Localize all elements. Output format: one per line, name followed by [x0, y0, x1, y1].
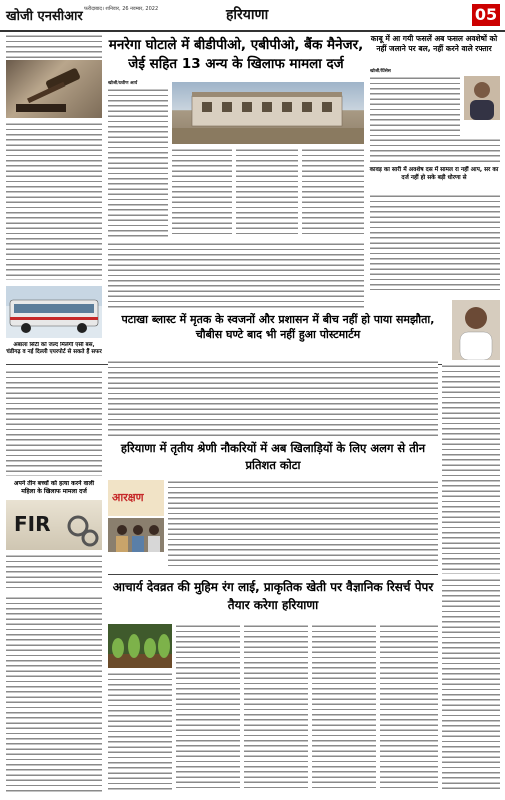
lead-column-4: [302, 148, 364, 238]
bottom-col-left-text: [6, 596, 102, 792]
right-top-headline: काबू में आ गयी फसलें अब फसल अवशेषों को नहीं जलाने पर बल, नहीं करने वाले रफ्तार: [370, 34, 498, 53]
divider: [108, 574, 438, 575]
reservation-headline: हरियाणा में तृतीय श्रेणी नौकरियों में अब खिलाड़ियों के लिए अलग से तीन प्रतिशत कोटा: [120, 441, 426, 472]
people-icon: [108, 518, 164, 552]
bottom-col-5-text: [380, 624, 438, 792]
person-icon: [464, 76, 500, 120]
fir-image-label: FIR: [14, 512, 51, 536]
right-top-text-2: [370, 138, 500, 162]
bottom-col-2-text: [176, 624, 240, 792]
bus-icon: [6, 286, 102, 338]
top-left-body-text: [6, 122, 102, 280]
reservation-image-label: आरक्षण: [112, 491, 144, 504]
page-header: [0, 0, 505, 32]
bottom-col-4-text: [312, 624, 376, 792]
judge-gavel-photo: [6, 60, 102, 118]
right-mid-portrait: [452, 300, 500, 360]
section-title: हरियाणा: [226, 7, 269, 23]
bottom-headline: आचार्य देवव्रत की मुहिम रंग लाई, प्राकृतिक खेती पर वैज्ञानिक रिसर्च पेपर तैयार करेगा हरियाणा: [112, 580, 434, 612]
bottom-col-1-text: [108, 672, 172, 792]
sports-photo: [108, 518, 164, 552]
top-left-intro-text: [6, 34, 102, 58]
bottom-col-3-text: [244, 624, 308, 792]
lead-continuation-text: [108, 242, 364, 310]
gavel-icon: [6, 60, 102, 118]
person-icon: [452, 300, 500, 360]
dateline: फरीदाबाद। शनिवार, 26 नवम्बर, 2022: [84, 6, 159, 12]
blast-body-text: [108, 360, 438, 438]
fir-body-text: [6, 554, 102, 592]
lead-headline: मनरेगा घोटाले में बीडीपीओ, एबीपीओ, बैंक मैनेजर, जेई सहित 13 अन्य के खिलाफ मामला दर्ज: [108, 37, 364, 72]
farming-photo: [108, 624, 172, 668]
reservation-body-text: [168, 480, 438, 570]
lead-column-1: [108, 88, 168, 238]
fir-image: [6, 500, 102, 550]
right-col-bottom-text: [442, 578, 500, 792]
ac-bus-photo: [6, 286, 102, 338]
blast-headline: पटाखा ब्लास्ट में मृतक के स्वजनों और प्रशासन में बीच नहीं हो पाया समझौता, चौबीस घण्टे बाद भी नहीं हुआ पोस्टमार्टम: [121, 313, 435, 341]
lead-building-photo: [172, 82, 364, 144]
lead-column-3: [236, 148, 298, 238]
page-number: 05: [472, 4, 500, 26]
right-top-portrait: [464, 76, 500, 120]
right-mid-text: [370, 194, 500, 290]
woman-case-headline: अपने तीन बच्चों को हत्या करने वाली महिला के खिलाफ मामला दर्ज: [13, 480, 95, 495]
building-icon: [172, 82, 364, 144]
lead-byline: खोजी/प्रवीण आर्य: [108, 81, 138, 86]
left-mid-text: [6, 370, 102, 476]
lead-column-2: [172, 148, 232, 238]
ac-bus-headline: अंबाला सिटी को जल्द मिलेगी एसी बस, चंडीगढ़ व नई दिल्ली एयरपोर्ट से सकते हैं सफर: [6, 342, 102, 355]
masthead: खोजी एनसीआर: [6, 9, 83, 24]
right-top-byline: खोजी/प्रिंसेस: [370, 69, 391, 74]
right-top-text: [370, 76, 460, 136]
right-column-text: [442, 364, 500, 574]
reservation-image: [108, 480, 164, 516]
right-mid-headline: कावड़ का सारी में अवशेष दस में सामल रा नहीं आप, सर का दर्ज नहीं हो सके बड़ी धोरणा से: [369, 167, 499, 181]
crops-icon: [108, 624, 172, 668]
